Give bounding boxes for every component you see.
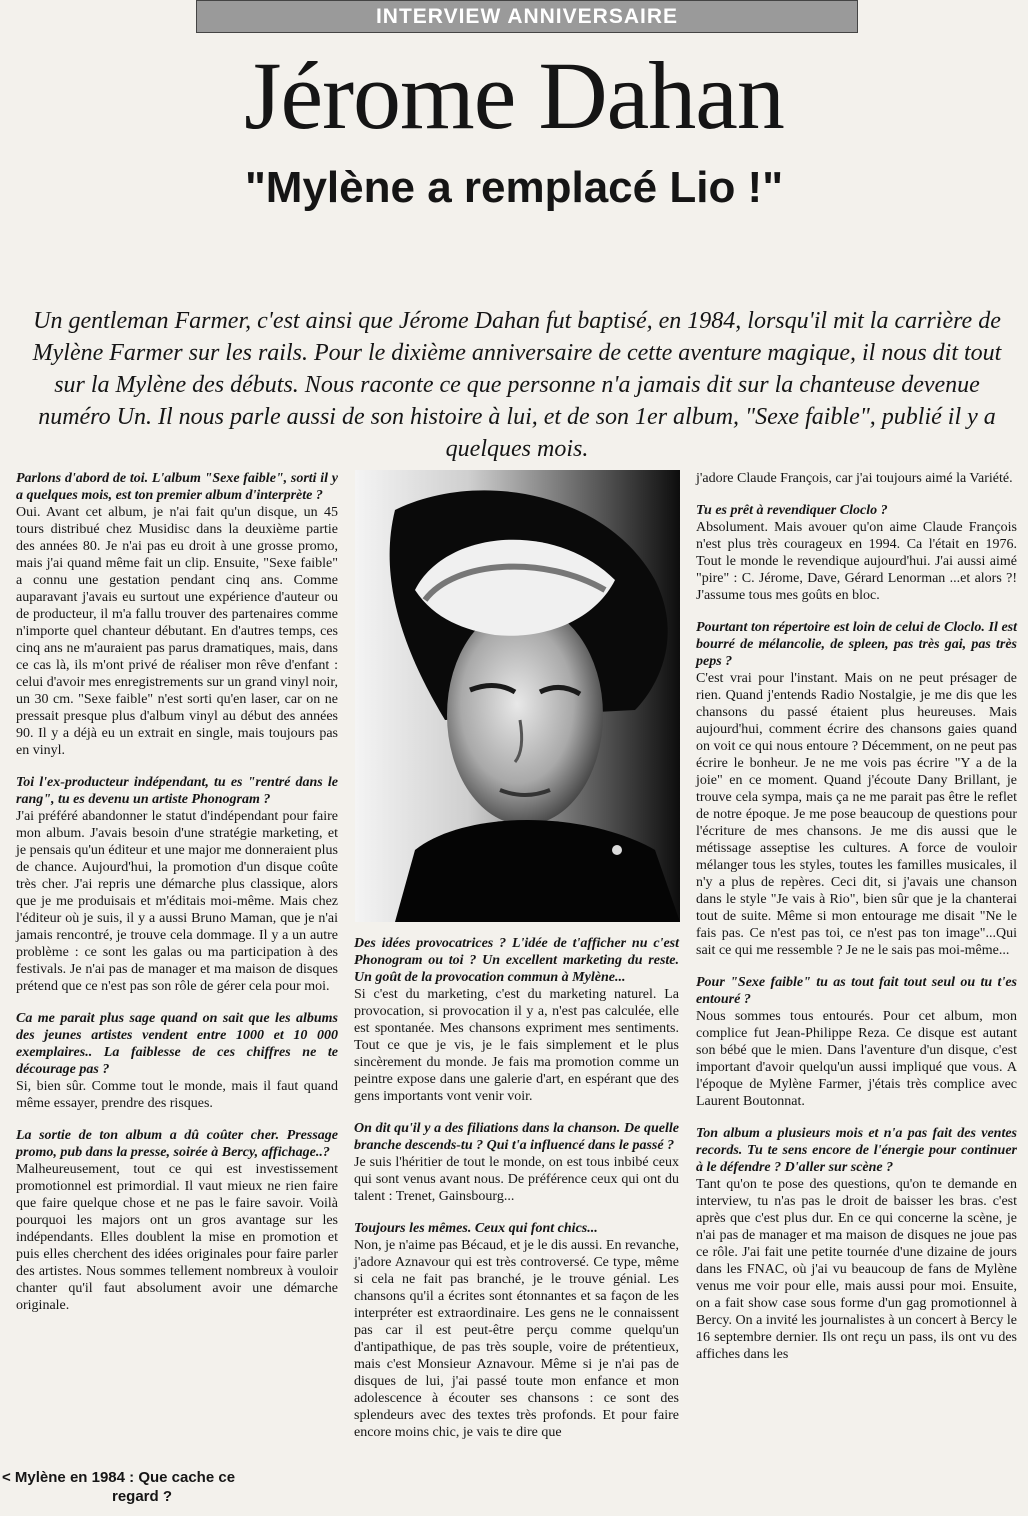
answer: Nous sommes tous entourés. Pour cet album, mon complice fut Jean-Philippe Reza. Ce disque est autant son bébé que le mien. Dans l'aventure d'un disque, c'est important d'avoir quelqu'un aussi impliqué que vous. A l'époque de Mylène Farmer, j'étais très complice avec Laurent Boutonnat. <box>696 1009 1017 1109</box>
question: Parlons d'abord de toi. L'album "Sexe faible", sorti il y a quelques mois, est ton premier album d'interprète ? <box>16 471 338 503</box>
question: Ca me parait plus sage quand on sait que les albums des jeunes artistes vendent entre 1000 et 10 000 exemplaires.. La faiblesse de ces chiffres ne te décourage pas ? <box>16 1011 338 1077</box>
photo-caption <box>2 1468 332 1506</box>
question: On dit qu'il y a des filiations dans la chanson. De quelle branche descends-tu ? Qui t'a influencé dans le passé ? <box>354 1121 679 1153</box>
column-middle <box>354 935 679 1456</box>
answer: C'est vrai pour l'instant. Mais on ne peut présager de rien. Quand j'entends Radio Nostalgie, je me dis que les chansons du passé étaient plus heureuses. Mais aujourd'hui, comment écrire des chansons gaies quand on voit ce qui nous entoure ? Décemment, on ne peut pas écrire le bonheur. Je ne me vois pas écrire "Y a de la joie" en ce moment. Quand j'écoute Dany Brillant, je trouve cela sympa, mais ça ne me parait pas être le reflet de notre époque. Je me pose beaucoup de questions pour l'écriture de mes chansons. Je me dis aussi que le métissage asseptise les cultures. A force de vouloir mélanger tous les styles, toutes les familles musicales, il n'y a plus de repères. Ceci dit, si j'avais une chanson dans le style "Je vais à Rio", bien sûr que je la chanterai tout de suite. Même si mon entourage me disait "Ne le fais pas. Ce n'est pas toi, ce n'est pas ton image"...Qui sait ce qui me ressemble ? Je ne le sais pas moi-même... <box>696 671 1017 958</box>
answer: Tant qu'on te pose des questions, qu'on te demande en interview, tu n'as pas le droit de baisser les bras. c'est après que c'est plus dur. En ce qui concerne la scène, je n'ai pas de manager et ma maison de disques ne joue pas ce rôle. J'ai fait une petite tournée d'une dizaine de jours dans les FNAC, où j'ai vu beaucoup de fans de Mylène venus me voir pour elle, mais aussi pour moi. Ensuite, on a fait show case sous forme d'un gag promotionnel à Bercy. On a invité les journalistes à un concert à Bercy le 16 septembre dernier. Ils ont reçu un pass, ils ont vu des affiches dans les <box>696 1177 1017 1362</box>
question: Des idées provocatrices ? L'idée de t'afficher nu c'est Phonogram ou toi ? Un excellent marketing du reste. Un goût de la provocation commun à Mylène... <box>354 936 679 985</box>
page-subtitle: "Mylène a remplacé Lio !" <box>244 163 784 212</box>
question: Pourtant ton répertoire est loin de celui de Cloclo. Il est bourré de mélancolie, de spleen, pas très gai, pas très peps ? <box>696 620 1017 669</box>
question: Toujours les mêmes. Ceux qui font chics... <box>354 1221 598 1236</box>
answer: J'ai préféré abandonner le statut d'indépendant pour faire mon album. J'avais besoin d'une stratégie marketing, et je pensais qu'un éditeur et une major me donneraient plus de chance. Aujourd'hui, la promotion d'un disque coûte très cher. J'ai repris une démarche plus classique, alors que je me produisais et m'éditais moi-même. Mais chez l'éditeur où je suis, il y a aussi Bruno Maman, que je n'ai jamais rencontré, je trouve cela dommage. Il y a un autre problème : ce sont les galas ou ma participation à des festivals. Je n'ai pas de manager et ma maison de disques prétend que ce n'est pas son rôle de gérer cela pour moi. <box>16 809 338 994</box>
answer: Si c'est du marketing, c'est du marketing naturel. La provocation, si provocation il y a, n'est pas calculée, elle est spontanée. Mes chansons expriment mes sentiments. Tout ce que je vis, je le fais simplement et le plus sincèrement du monde. Je fais ma promotion comme un peintre expose dans une galerie d'art, en espérant que des gens importants vont venir voir. <box>354 987 679 1104</box>
intro-paragraph: Un gentleman Farmer, c'est ainsi que Jérome Dahan fut baptisé, en 1984, lorsqu'il mit la carrière de Mylène Farmer sur les rails. Pour le dixième anniversaire de cette aventure magique, il nous dit tout sur la Mylène des débuts. Nous raconte ce que personne n'a jamais dit sur la chanteuse devenue numéro Un. Il nous parle aussi de son histoire à lui, et de son 1er album, "Sexe faible", publié il y a quelques mois. <box>32 308 1002 462</box>
question: Toi l'ex-producteur indépendant, tu es "rentré dans le rang", tu es devenu un artiste Phonogram ? <box>16 775 338 807</box>
answer: Absolument. Mais avouer qu'on aime Claude François n'est plus très courageux en 1994. Ca l'était en 1976. Tout le monde le revendique aujourd'hui. J'ai aussi aimé "pire" : C. Jérome, Dave, Gérard Lenorman ...et alors ?! J'assume tous mes goûts en bloc. <box>696 520 1017 603</box>
column-right <box>696 470 1017 1378</box>
portrait-illustration <box>355 470 680 922</box>
answer: Je suis l'héritier de tout le monde, on est tous inbibé ceux qui sont venus avant nous. De préférence ceux qui ont du talent : Trenet, Gainsbourg... <box>354 1155 679 1204</box>
caption-line-1: < Mylène en 1984 : Que cache ce <box>2 1469 236 1486</box>
answer: Si, bien sûr. Comme tout le monde, mais il faut quand même essayer, prendre des risques. <box>16 1079 338 1111</box>
question: Tu es prêt à revendiquer Cloclo ? <box>696 503 888 518</box>
answer: Malheureusement, tout ce qui est investissement promotionnel est primordial. Il vaut mieux ne rien faire que faire quelque chose et ne pas le faire savoir. Voilà pourquoi les majors ont un gros avantage sur les indépendants. Elles doublent la mise en promotion et puis elles cherchent des idées originales pour faire parler des artistes. Nous sommes tellement nombreux à vouloir chanter qu'il faut absolument avoir une démarche originale. <box>16 1162 338 1313</box>
answer: Non, je n'aime pas Bécaud, et je le dis aussi. En revanche, j'adore Aznavour qui est très controversé. Ce type, même si cela ne fait pas branché, je le trouve génial. Les chansons qu'il a écrites sont étonnantes et sa façon de les interpréter est extraordinaire. Les gens ne le connaissent pas car il est peut-être perçu comme quelqu'un d'antipathique, de pas très souple, voire de prétentieux, mais c'est Monsieur Aznavour. Même si je n'ai pas de disques de lui, j'ai passé toute mon enfance et mon adolescence à écouter ses chansons : ce sont des splendeurs avec des textes très profonds. Et pour faire encore moins chic, je vais te dire que <box>354 1238 679 1440</box>
page-title: Jérome Dahan <box>244 42 784 149</box>
answer: Oui. Avant cet album, je n'ai fait qu'un disque, un 45 tours distribué chez Musidisc dans la deuxième partie des années 80. Je n'ai pas eu droit à une grosse promo, mais j'ai quand même fait un clip. Ensuite, "Sexe faible" a connu une gestation pendant cinq ans. Comme auparavant j'avais eu surtout une expérience d'auteur ou de producteur, il m'a fallu trouver des partenaires comme n'importe quel chanteur débutant. En d'autres temps, ces cinq ans ne m'auraient pas parus dramatiques, mais, dans ce cas là, ils m'ont privé de réaliser mon rêve d'enfant : celui d'avoir mes enregistrements sur un grand vinyl noir, un 30 cm. "Sexe faible" n'est sorti qu'en laser, car on ne pressait presque plus d'album vinyl au début des années 90. Il y a déjà eu un extrait en single, mais toujours pas en vinyl. <box>16 505 338 758</box>
question: La sortie de ton album a dû coûter cher. Pressage promo, pub dans la presse, soirée à Bercy, affichage..? <box>16 1128 338 1160</box>
answer-continued: j'adore Claude François, car j'ai toujours aimé la Variété. <box>696 471 1013 486</box>
caption-line-2: regard ? <box>112 1488 173 1505</box>
question: Ton album a plusieurs mois et n'a pas fait des ventes records. Tu te sens encore de l'énergie pour continuer à le défendre ? D'aller sur scène ? <box>696 1126 1017 1175</box>
portrait-photo <box>355 470 680 922</box>
section-banner: INTERVIEW ANNIVERSAIRE <box>196 0 858 33</box>
question: Pour "Sexe faible" tu as tout fait tout seul ou tu t'es entouré ? <box>696 975 1017 1007</box>
column-left <box>16 470 338 1329</box>
